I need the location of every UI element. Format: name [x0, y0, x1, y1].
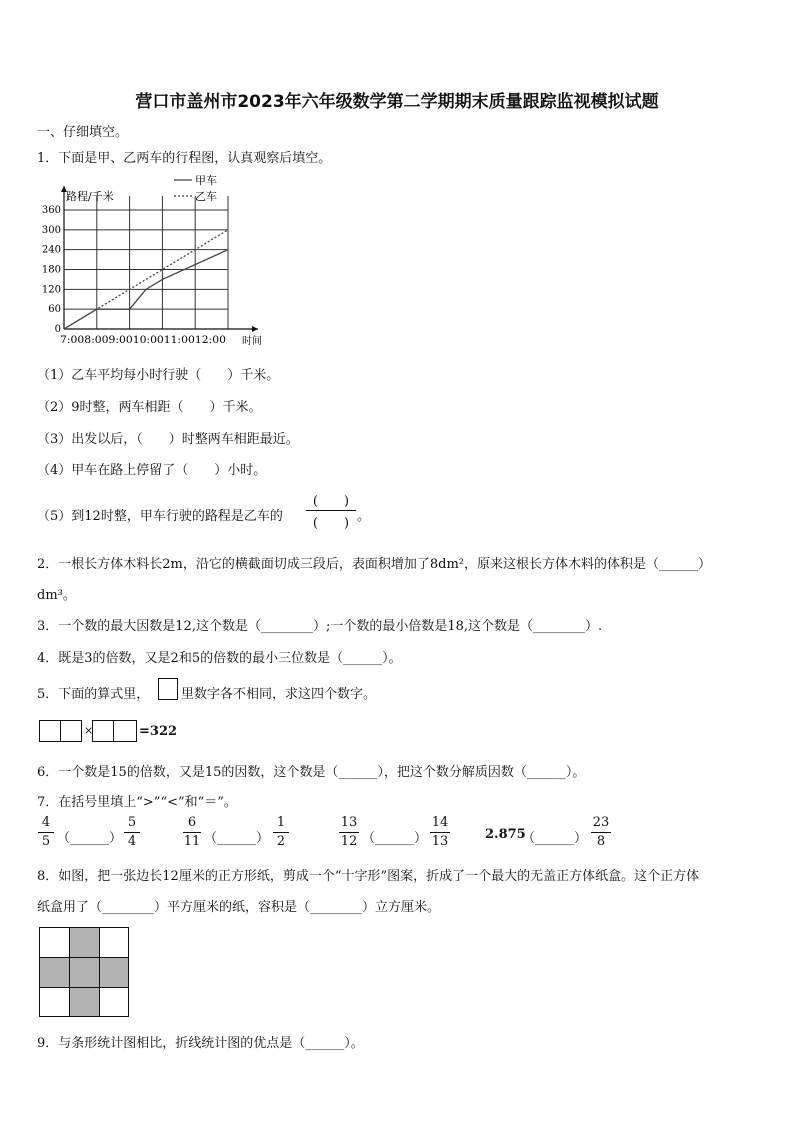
fraction-13-12 — [339, 815, 359, 850]
digit-box-4 — [113, 720, 137, 742]
question-1-sub-5-end: 。 — [357, 509, 371, 524]
numerator: 4 — [41, 815, 51, 830]
numerator: 1 — [276, 815, 286, 830]
chart-series — [64, 230, 228, 329]
cross-cell — [39, 957, 70, 988]
fraction-6-11 — [183, 815, 201, 850]
y-tick-labels — [42, 205, 61, 335]
question-1-sub-4: （4）甲车在路上停留了（ ）小时。 — [37, 463, 267, 478]
legend-label: 乙车 — [195, 190, 217, 203]
y-tick-label: 300 — [41, 224, 61, 236]
denominator: 2 — [276, 834, 286, 849]
fraction-bar — [183, 832, 201, 833]
fraction-bar — [339, 832, 359, 833]
fraction-denominator-blank: ( ) — [312, 516, 350, 531]
cross-cell — [69, 927, 100, 958]
legend-label: 甲车 — [195, 174, 217, 187]
corner-cell — [39, 927, 70, 958]
equation-result: =322 — [139, 724, 178, 739]
denominator: 12 — [340, 834, 358, 849]
question-8-line-2: 纸盒用了（________）平方厘米的纸，容积是（________）立方厘米。 — [37, 900, 441, 915]
question-5-before: 5．下面的算式里， — [37, 687, 150, 702]
y-tick-label: 240 — [41, 244, 61, 256]
compare-blank-2: （______） — [204, 831, 270, 846]
page-title: 营口市盖州市2023年六年级数学第二学期期末质量跟踪监视模拟试题 — [135, 92, 659, 112]
cross-cell — [69, 987, 100, 1017]
section-heading: 一、仔细填空。 — [37, 125, 129, 140]
numerator: 14 — [431, 815, 449, 830]
fraction-5-4 — [124, 815, 140, 850]
question-1-stem: 1．下面是甲、乙两车的行程图，认真观察后填空。 — [37, 151, 332, 166]
fraction-bar — [306, 510, 356, 511]
question-3: 3．一个数的最大因数是12,这个数是（________）;一个数的最小倍数是18,这个数是（________）. — [37, 619, 603, 634]
cross-cell — [69, 957, 100, 988]
question-1-sub-5: （5）到12时整，甲车行驶的路程是乙车的 — [37, 509, 283, 524]
question-4: 4．既是3的倍数，又是2和5的倍数的最小三位数是（______）。 — [37, 651, 402, 666]
y-tick-label: 120 — [41, 284, 61, 296]
x-tick-labels: 7:008:009:0010:0011:0012:00 — [60, 335, 226, 346]
cross-cell — [99, 957, 129, 988]
denominator: 8 — [596, 834, 606, 849]
y-tick-label: 180 — [41, 264, 61, 276]
question-8-line-1: 8．如图，把一张边长12厘米的正方形纸，剪成一个“十字形”图案，折成了一个最大的无盖正方体纸盒。这个正方体 — [37, 869, 700, 884]
answer-fraction — [306, 490, 356, 531]
fraction-14-13 — [430, 815, 450, 850]
travel-line-chart — [28, 172, 278, 347]
numerator: 6 — [187, 815, 197, 830]
y-axis-label: 路程/千米 — [66, 190, 114, 203]
numerator: 5 — [127, 815, 137, 830]
corner-cell — [99, 987, 129, 1017]
fraction-4-5 — [38, 815, 54, 850]
times-sign: × — [84, 724, 94, 737]
denominator: 13 — [431, 834, 449, 849]
question-1-sub-1: （1）乙车平均每小时行驶（ ）千米。 — [37, 368, 280, 383]
y-tick-label: 360 — [41, 205, 61, 216]
x-axis-arrow — [252, 326, 258, 332]
digit-box-sample — [158, 678, 178, 700]
fraction-bar — [124, 832, 140, 833]
digit-box-3 — [92, 720, 114, 742]
numerator: 13 — [340, 815, 358, 830]
corner-cell — [39, 987, 70, 1017]
x-axis-label: 时间 — [242, 336, 262, 347]
digit-box-1 — [39, 720, 61, 742]
y-tick-label: 0 — [54, 324, 61, 335]
fraction-bar — [38, 832, 54, 833]
y-tick-label: 60 — [48, 304, 61, 316]
series-line-2 — [64, 230, 228, 329]
chart-grid — [64, 196, 228, 329]
question-9: 9．与条形统计图相比，折线统计图的优点是（______）。 — [37, 1036, 364, 1051]
denominator: 5 — [41, 834, 51, 849]
fraction-1-2 — [273, 815, 289, 850]
question-2-line-1: 2．一根长方体木料长2m，沿它的横截面切成三段后，表面积增加了8dm²，原来这根长方体木料的体积是（______） — [37, 557, 712, 572]
chart-legend — [174, 174, 217, 203]
question-5-after: 里数字各不相同，求这四个数字。 — [181, 687, 377, 702]
numerator: 23 — [592, 815, 610, 830]
corner-cell — [99, 927, 129, 958]
fraction-bar — [430, 832, 450, 833]
question-6: 6．一个数是15的倍数，又是15的因数，这个数是（______），把这个数分解质因数（______）。 — [37, 765, 586, 780]
compare-blank-3: （______） — [362, 831, 428, 846]
fraction-bar — [273, 832, 289, 833]
fraction-numerator-blank: ( ) — [312, 494, 350, 509]
fraction-bar — [591, 832, 611, 833]
denominator: 11 — [183, 834, 201, 849]
compare-blank-4: （______） — [522, 831, 588, 846]
digit-box-2 — [60, 720, 82, 742]
denominator: 4 — [127, 834, 137, 849]
question-7-stem: 7．在括号里填上“>”“<”和“＝”。 — [37, 795, 237, 810]
question-1-sub-2: （2）9时整，两车相距（ ）千米。 — [37, 400, 262, 415]
fraction-23-8 — [591, 815, 611, 850]
question-2-line-2: dm³。 — [37, 588, 76, 603]
cross-paper-figure — [39, 927, 129, 1017]
decimal-2-875: 2.875 — [485, 827, 526, 842]
compare-blank-1: （______） — [57, 831, 123, 846]
question-1-sub-3: （3）出发以后，（ ）时整两车相距最近。 — [37, 432, 299, 447]
